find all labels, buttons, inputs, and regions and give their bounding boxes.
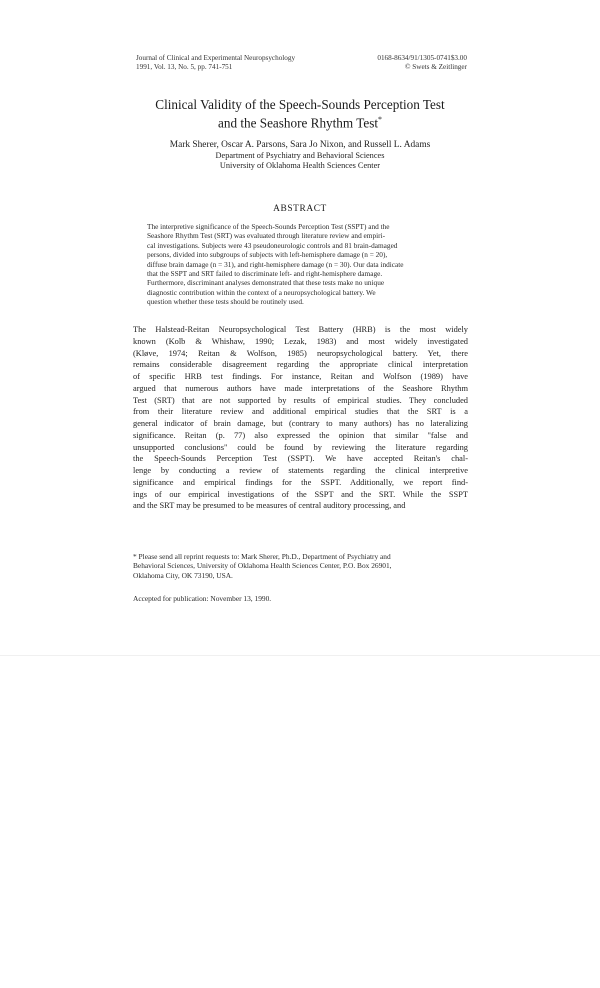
body-line: from their literature review and additional empirical studies that the SRT is a [133,407,468,417]
issn-code: 0168-8634/91/1305-0741$3.00 [377,54,467,62]
body-line: Test (SRT) that are not supported by results of empirical studies. They concluded [133,395,468,405]
affiliation-university: University of Oklahoma Health Sciences Center [219,161,381,170]
abstract-body [147,222,459,307]
footnote [133,552,468,580]
affiliation [100,151,500,171]
issn-block [377,54,467,72]
body-line: general indicator of brain damage, but (contrary to many authors) has no lateralizing [133,419,468,428]
body-line: argued that numerous authors have made interpretations of the Seashore Rhythm [133,383,468,393]
abstract-line: question whether these tests should be routinely used. [147,297,304,307]
journal-volume: 1991, Vol. 13, No. 5, pp. 741-751 [136,63,233,71]
abstract-line: cal investigations. Subjects were 43 pseudoneurologic controls and 81 brain-damaged [147,240,398,250]
footnote-line: * Please send all reprint requests to: Mark Sherer, Ph.D., Department of Psychiatry and [133,552,391,561]
publisher-copyright: © Swets & Zeitlinger [405,63,467,71]
journal-citation [136,54,295,72]
body-line: the Speech-Sounds Perception Test (SSPT). We have accepted Reitan's chal- [133,454,468,464]
footnote-line: Behavioral Sciences, University of Oklahoma Health Sciences Center, P.O. Box 26901, [133,561,392,571]
affiliation-department: Department of Psychiatry and Behavioral Sciences [215,151,385,160]
body-line: of specific HRB test findings. For instance, Reitan and Wolfson (1989) have [133,372,468,381]
abstract-line: persons, divided into subgroups of subjects with left-hemisphere damage (n = 20), [147,250,388,260]
title-footnote-mark: * [378,115,382,124]
abstract-line: that the SSPT and SRT failed to discriminate left- and right-hemisphere damage. [147,269,383,279]
abstract-line: Seashore Rhythm Test (SRT) was evaluated through literature review and empiri- [147,231,386,241]
body-line: unsupported conclusions" could be found by reviewing the literature regarding [133,442,468,452]
abstract-line: diffuse brain damage (n = 31), and right-hemisphere damage (n = 30). Our data indicate [147,259,404,269]
body-line: ings of our empirical investigations of the SSPT and the SRT. While the SSPT [133,489,468,499]
abstract-line: Furthermore, discriminant analyses demonstrated that these tests make no unique [147,278,385,288]
title-line-2 [100,112,500,130]
body-line: significance. Reitan (p. 77) also expressed the opinion that similar "false and [133,430,468,440]
abstract-heading: ABSTRACT [273,204,327,214]
journal-name: Journal of Clinical and Experimental Neuropsychology [136,54,296,62]
body-line: significance and empirical findings for the SSPT. Additionally, we report find- [133,477,468,487]
title-line-2-text: and the Seashore Rhythm Test [218,115,378,131]
body-paragraph [133,324,468,512]
scan-edge-divider [0,655,600,656]
abstract-line: diagnostic contribution within the context of a neuropsychological battery. We [147,287,376,297]
paper-title [100,97,500,130]
body-line: and the SRT may be presumed to be measures of central auditory processing, and [133,501,406,511]
author-list: Mark Sherer, Oscar A. Parsons, Sara Jo Nixon, and Russell L. Adams [169,140,431,150]
body-line: lenge by conducting a review of statements regarding the clinical interpretive [133,466,468,475]
acceptance-date: Accepted for publication: November 13, 1990. [133,594,272,603]
body-line: remains considerable disagreement regarding the appropriate clinical interpretation [133,360,468,370]
body-line: (Kløve, 1974; Reitan & Wolfson, 1985) neuropsychological battery. Yet, there [133,348,468,358]
body-line: known (Kolb & Whishaw, 1990; Lezak, 1983) and most widely investigated [133,336,468,346]
footnote-line: Oklahoma City, OK 73190, USA. [133,570,233,580]
abstract-line: The interpretive significance of the Speech-Sounds Perception Test (SSPT) and the [147,222,390,231]
body-line: The Halstead-Reitan Neuropsychological Test Battery (HRB) is the most widely [133,325,468,334]
title-line-1: Clinical Validity of the Speech-Sounds Perception Test [155,97,445,112]
